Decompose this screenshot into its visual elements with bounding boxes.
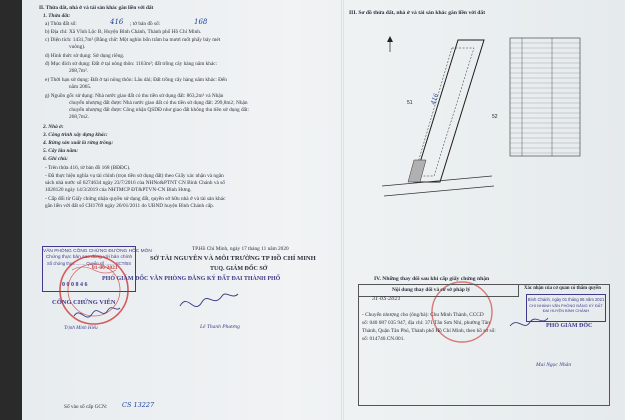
place-date: TP.Hồ Chí Minh, ngày 17 tháng 11 năm 2020 <box>192 246 289 252</box>
confirm-signer: Mai Ngọc Nhân <box>536 362 572 368</box>
note-1: - Trên thửa 416, tờ bản đồ 168 (BĐĐC). <box>45 165 131 171</box>
change-line2: số: 040 087 035 947, địa chỉ: 371 Tân Sơn Nhì, phường Tân <box>362 320 490 326</box>
notes-heading: 6. Ghi chú: <box>43 156 68 162</box>
stamp-date: 01-06-2021 <box>92 265 118 271</box>
coordinate-table <box>510 38 580 156</box>
stamp-number: 0 0 0 8 4 6 <box>62 282 88 288</box>
parcel-number-label: a) Thửa đất số: <box>45 21 77 27</box>
section-iii-heading: III. Sơ đồ thửa đất, nhà ở và tài sản khác gắn liền với đất <box>349 10 486 16</box>
other-works-heading: 3. Công trình xây dựng khác: <box>43 132 108 138</box>
dept-title: PHÓ GIÁM ĐỐC VĂN PHÒNG ĐĂNG KÝ ĐẤT ĐAI THÀNH PHỐ <box>102 276 281 282</box>
parcel-heading: 1. Thửa đất: <box>43 13 71 19</box>
change-line1: - Chuyển nhượng cho (ông/bà): Chu Minh Thành, CCCD <box>362 312 484 318</box>
notary-name: Trịnh Minh Hiếu <box>64 326 98 331</box>
note-3-line2: gắn liền với đất số CH1769 ngày 26/01/2011 do UBND huyện Bình Chánh cấp. <box>45 203 215 209</box>
side-label-52: 52 <box>492 114 498 120</box>
dept-name: SỞ TÀI NGUYÊN VÀ MÔI TRƯỜNG TP HỒ CHÍ MINH <box>150 255 316 262</box>
plot-number: 416 <box>429 92 441 106</box>
perennial-heading: 5. Cây lâu năm: <box>43 148 79 154</box>
notary-title: CÔNG CHỨNG VIÊN <box>52 299 116 306</box>
note-2-line2: sách nhà nước số 6274634 ngày 23/7/2016 của NHNo&PTNT CN Bình Chánh và số <box>45 180 225 186</box>
notary-stamp-line-3: Số chứng thực ........ Quyển số ........ SCT/BS <box>46 261 132 266</box>
signer-name: Lê Thanh Phương <box>200 324 240 330</box>
origin-line4: 268,7m2. <box>69 114 90 120</box>
map-sheet-label: ; tờ bản đồ số: <box>130 21 161 27</box>
coordinate-table-rows <box>510 43 580 153</box>
section-ii-heading: II. Thửa đất, nhà ở và tài sản khác gắn liền với đất <box>39 5 154 11</box>
area-line1: c) Diện tích: 1431,7m² (Bằng chữ: Một nghìn bốn trăm ba mươi mốt phẩy bảy mét <box>45 37 221 43</box>
address: b) Địa chỉ: Xã Vĩnh Lộc B, Huyện Bình Chánh, Thành phố Hồ Chí Minh. <box>45 29 202 35</box>
usage-purpose-line1: đ) Mục đích sử dụng: Đất ở tại nông thôn: 1163m²; đất trồng cây hàng năm khác: <box>45 61 218 67</box>
notary-stamp-line-1: VĂN PHÒNG CÔNG CHỨNG ĐƯỜNG HỒC MÔN <box>43 249 152 254</box>
parcel-number: 416 <box>110 18 124 26</box>
branch-stamp-line-1: Bình Chánh, ngày 01 tháng 06 năm 2021 <box>527 297 605 302</box>
branch-stamp <box>526 294 606 322</box>
area-line2: vuông). <box>69 44 86 50</box>
origin-line3: chuyển nhượng đất được Công nhận QSDĐ như giao đất không thu tiền sử dụng đất: <box>69 107 249 113</box>
note-2-line1: - Đã thực hiện nghĩa vụ tài chính (trọn tiền sử dụng đất) theo Giấy xác nhận và ngân <box>45 173 224 179</box>
side-label-51: 51 <box>407 100 413 106</box>
dept-authority: TUQ. GIÁM ĐỐC SỞ <box>210 266 268 272</box>
change-line3: Thành, Quận Tân Phú, Thành phố Hồ Chí Minh, theo hồ sơ số: <box>362 328 496 334</box>
section-iv-heading: IV. Những thay đổi sau khi cấp giấy chứng nhận <box>374 276 490 282</box>
parcel-hatch <box>408 160 426 182</box>
forest-heading: 4. Rừng sản xuất là rừng trồng: <box>43 140 114 146</box>
note-3-line1: - Cấp đổi từ Giấy chứng nhận quyền sử dụng đất, quyền sở hữu nhà ở và tài sản khác <box>45 196 226 202</box>
changes-col1-title: Nội dung thay đổi và cơ sở pháp lý <box>392 287 471 293</box>
notary-stamp-line-2: Chứng thực bản sao đúng với bản chính <box>45 255 133 260</box>
map-sheet-number: 168 <box>194 18 208 26</box>
change-date: 31-05-2021 <box>372 296 401 302</box>
parcel-inner <box>414 48 474 176</box>
usage-term-line1: e) Thời hạn sử dụng: Đất ở tại nông thôn: Lâu dài; Đất trồng cây hàng năm khác: Đến <box>45 77 227 83</box>
branch-stamp-line-2: CHI NHÁNH VĂN PHÒNG ĐĂNG KÝ ĐẤT ĐAI HUYỆN BÌNH CHÁNH <box>529 303 603 313</box>
origin-line2: chuyển nhượng đất được Nhà nước giao đất có thu tiền sử dụng đất: 299,8m2; Nhận <box>69 100 248 106</box>
registration-label: Số vào sổ cấp GCN: <box>64 404 108 410</box>
house-heading: 2. Nhà ở: <box>43 124 64 130</box>
change-line4: số: 014740.CN.001. <box>362 336 405 342</box>
changes-col2-title: Xác nhận của cơ quan có thẩm quyền <box>524 286 601 291</box>
registration-number: CS 13227 <box>122 401 155 409</box>
usage-term-line2: năm 2065. <box>69 84 92 90</box>
origin-line1: g) Nguồn gốc sử dụng: Nhà nước giao đất có thu tiền sử dụng đất: 863,2m² và Nhận <box>45 93 224 99</box>
certificate-page <box>22 0 625 420</box>
confirm-title: PHÓ GIÁM ĐỐC <box>546 323 593 329</box>
usage-purpose-line2: 268,7m². <box>69 68 88 74</box>
note-2-line3: 1028120 ngày 14/3/2019 của NHTMCP ĐT&PTVN-CN Bình Hưng. <box>45 187 192 193</box>
usage-form: d) Hình thức sử dụng: Sử dụng riêng. <box>45 53 125 59</box>
